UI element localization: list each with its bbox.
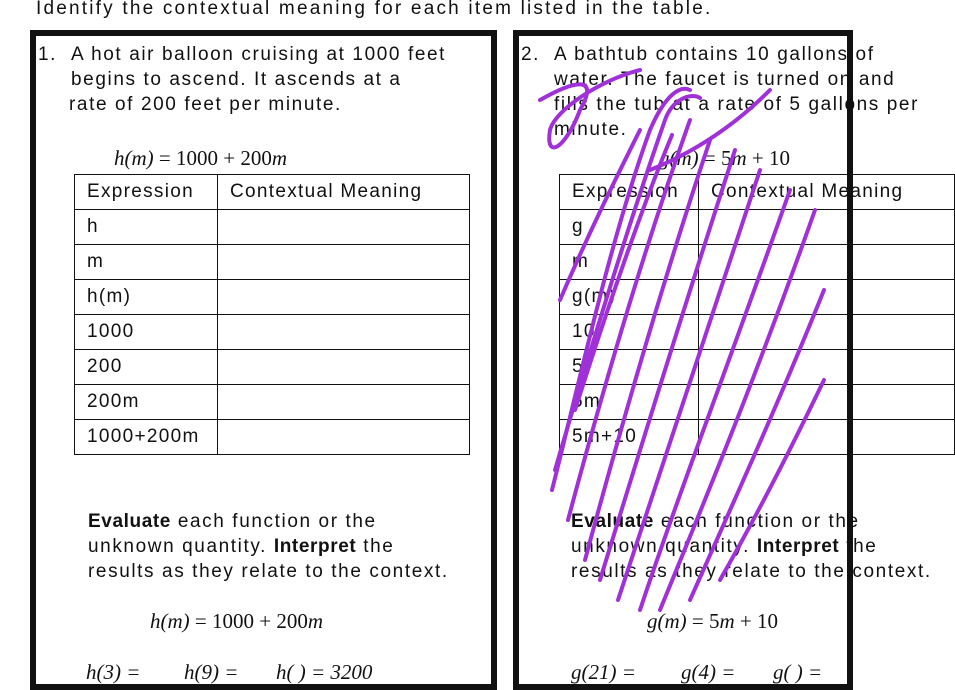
table-cell-meaning[interactable] [699, 350, 955, 385]
function-2-rhs-repeat: = 5 [686, 609, 720, 633]
function-1-var: m [271, 146, 288, 170]
problem-1-number: 1. [38, 44, 58, 65]
table-header-meaning: Contextual Meaning [699, 175, 955, 210]
table-row [75, 315, 470, 350]
table-header-meaning: Contextual Meaning [218, 175, 470, 210]
eval-text-1: each function or the [653, 511, 860, 532]
problem-1-table [74, 174, 470, 455]
table-row [560, 350, 955, 385]
table-cell-expression: 5m+10 [560, 420, 699, 455]
table-row [75, 245, 470, 280]
eval-text-2a: unknown quantity. [571, 536, 757, 557]
function-1-lhs-repeat: h(m) [150, 609, 190, 633]
table-cell-expression: 5 [560, 350, 699, 385]
function-2-var-repeat: m [719, 609, 735, 633]
eval-h-unknown: h( ) = 3200 [276, 660, 373, 684]
problem-2-line-3: fills the tub at a rate of 5 gallons per [554, 94, 920, 115]
problem-2-line-2: water. The faucet is turned on and [554, 69, 896, 90]
function-2-rhs: = 5 [698, 146, 732, 170]
evaluate-word: Evaluate [571, 511, 654, 532]
problem-1-line-1: A hot air balloon cruising at 1000 feet [71, 44, 447, 65]
eval-text-2a: unknown quantity. [88, 536, 274, 557]
problem-1-evaluate-instructions [88, 509, 449, 584]
table-cell-expression: h(m) [75, 280, 218, 315]
function-1-var-repeat: m [307, 609, 324, 633]
eval-g21: g(21) = [571, 660, 636, 684]
table-cell-expression: 1000+200m [75, 420, 218, 455]
table-cell-meaning[interactable] [218, 385, 470, 420]
table-row [75, 385, 470, 420]
function-2-tail: + 10 [746, 146, 791, 170]
table-cell-meaning[interactable] [218, 210, 470, 245]
eval-h3: h(3) = [86, 660, 141, 684]
problem-1-line-2: begins to ascend. It ascends at a [71, 69, 402, 90]
eval-g4: g(4) = [681, 660, 736, 684]
table-row [75, 350, 470, 385]
table-header-expression: Expression [560, 175, 699, 210]
table-cell-meaning[interactable] [699, 210, 955, 245]
table-cell-expression: 1000 [75, 315, 218, 350]
table-cell-expression: 5m [560, 385, 699, 420]
function-1-lhs: h(m) [114, 146, 154, 170]
table-cell-meaning[interactable] [699, 280, 955, 315]
table-cell-meaning[interactable] [218, 420, 470, 455]
function-2-var: m [731, 146, 747, 170]
table-cell-meaning[interactable] [218, 280, 470, 315]
table-cell-expression: 200 [75, 350, 218, 385]
problem-2-panel [513, 30, 932, 690]
problem-2-statement [521, 42, 919, 142]
table-cell-expression: 10 [560, 315, 699, 350]
table-row [560, 315, 955, 350]
table-row [560, 245, 955, 280]
eval-g-unknown: g( ) = [773, 660, 823, 684]
table-row [560, 280, 955, 315]
table-cell-meaning[interactable] [699, 385, 955, 420]
problem-2-evaluate-instructions [571, 509, 932, 584]
table-cell-expression: 200m [75, 385, 218, 420]
evaluate-word: Evaluate [88, 511, 171, 532]
table-header-row [560, 175, 955, 210]
instructions-header: Identify the contextual meaning for each item listed in the table. [36, 0, 713, 19]
problem-2-line-4: minute. [554, 119, 628, 140]
function-1-rhs-repeat: = 1000 + 200 [189, 609, 308, 633]
table-row [75, 280, 470, 315]
table-row [560, 385, 955, 420]
table-cell-meaning[interactable] [218, 315, 470, 350]
table-header-expression: Expression [75, 175, 218, 210]
problem-1-function-repeat [150, 609, 323, 634]
table-cell-expression: h [75, 210, 218, 245]
problem-2-table [559, 174, 955, 455]
interpret-word: Interpret [756, 536, 840, 557]
table-row [75, 420, 470, 455]
table-cell-meaning[interactable] [699, 315, 955, 350]
problem-2-function [659, 146, 790, 171]
table-cell-expression: g [560, 210, 699, 245]
problem-1-panel [30, 30, 497, 690]
function-2-lhs-repeat: g(m) [647, 609, 687, 633]
table-row [560, 420, 955, 455]
eval-text-2b: the [356, 536, 395, 557]
table-cell-meaning[interactable] [218, 350, 470, 385]
eval-h9: h(9) = [184, 660, 239, 684]
eval-text-1: each function or the [170, 511, 377, 532]
table-cell-expression: m [75, 245, 218, 280]
eval-text-3: results as they relate to the context. [571, 561, 932, 582]
problem-1-line-3: rate of 200 feet per minute. [69, 94, 342, 115]
table-cell-expression: g(m) [560, 280, 699, 315]
table-cell-meaning[interactable] [699, 245, 955, 280]
problem-2-number: 2. [521, 44, 541, 65]
problem-2-function-repeat [647, 609, 778, 634]
table-cell-meaning[interactable] [699, 420, 955, 455]
problem-1-statement [38, 42, 446, 117]
eval-text-2b: the [839, 536, 878, 557]
table-cell-meaning[interactable] [218, 245, 470, 280]
table-row [560, 210, 955, 245]
eval-text-3: results as they relate to the context. [88, 561, 449, 582]
interpret-word: Interpret [273, 536, 357, 557]
table-row [75, 210, 470, 245]
problem-2-line-1: A bathtub contains 10 gallons of [554, 44, 875, 65]
table-cell-expression: m [560, 245, 699, 280]
table-header-row [75, 175, 470, 210]
function-2-tail-repeat: + 10 [734, 609, 779, 633]
function-2-lhs: g(m) [659, 146, 699, 170]
function-1-rhs: = 1000 + 200 [153, 146, 272, 170]
problem-1-function [114, 146, 287, 171]
